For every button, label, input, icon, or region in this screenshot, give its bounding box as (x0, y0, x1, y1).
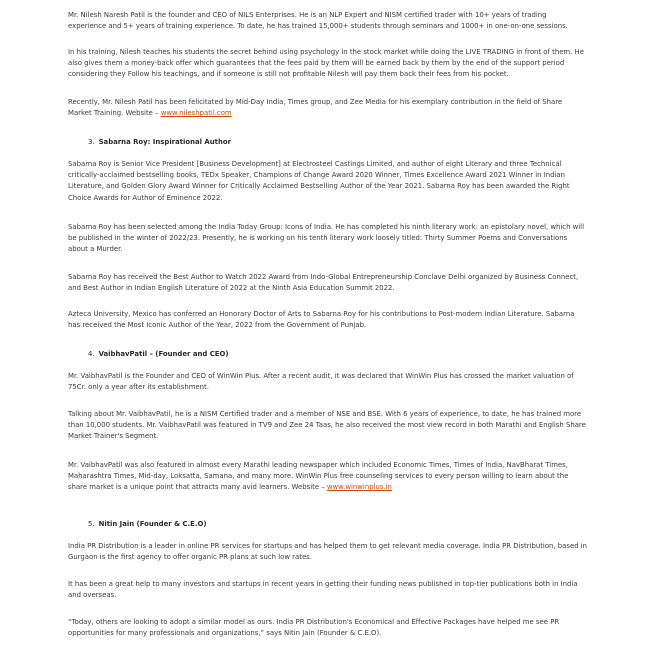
paragraph-pr-help: It has been a great help to many investors and startups in recent years in getting their funding news published in top-tier publications both in India and overseas. (68, 580, 578, 600)
section-heading-nitin-jain (88, 519, 207, 530)
section-title: VaibhavPatil – (Founder and CEO) (98, 350, 229, 358)
section-title: Nitin Jain (Founder & C.E.O) (98, 520, 207, 528)
paragraph-nilesh-intro: Mr. Nilesh Naresh Patil is the founder and CEO of NILS Enterprises. He is an NLP Expert and NISM certified trader with 10+ years of trading experience and 5+ years of training experience. To date, he has trained 15,000+ students through seminars and 1000+ in one-on-one sessions. (68, 11, 568, 31)
paragraph-vaibhav-media: Mr. VaibhavPatil was also featured in almost every Marathi leading newspaper which included Economic Times, Times of India, NavBharat Times, Maharashtra Times, Mid-day, Loksatta, Samana, and many more. WinWin Plus free counseling services to every person willing to learn about the share market is a unique point that attracts many avid learners. Website – www.winwinplus.in (68, 461, 569, 492)
paragraph-nilesh-training: In his training, Nilesh teaches his students the secret behind using psychology in the stock market while doing the LIVE TRADING in front of them. He also gives them a money-back offer which guarantees that the fees paid by them will be earned back by them by the end of the support period considering they Follow his teachings, and if someone is still not profitable Nilesh will pay them back their fees from his pocket. (68, 48, 584, 79)
section-number: 5. (88, 520, 95, 528)
section-number: 3. (88, 138, 95, 146)
section-heading-vaibhav-patil (88, 349, 228, 360)
paragraph-sabarna-doctorate: Azteca University, Mexico has conferred an Honorary Doctor of Arts to Sabarna Roy for his contributions to Post-modern Indian Literature. Sabarna has received the Most Iconic Author of the Year, 2022 from the Government of Punjab. (68, 310, 575, 330)
section-number: 4. (88, 350, 95, 358)
paragraph-vaibhav-experience: Talking about Mr. VaibhavPatil, he is a NISM Certified trader and a member of NSE and BSE. With 6 years of experience, to date, he has trained more than 10,000 students. Mr. VaibhavPatil was featured in TV9 and Zee 24 Taas, he also received the most view record in both Marathi and English Share Market Trainer's Segment. (68, 410, 586, 441)
paragraph-sabarna-icons: Sabarna Roy has been selected among the India Today Group: Icons of India. He has completed his ninth literary work: an epistolary novel, which will be published in the winter of 2022/23. Presently, he is working on his tenth literary work loosely titled: Thirty Summer Poems and Conversations about a Murder. (68, 223, 585, 254)
section-heading-sabarna-roy (88, 137, 231, 148)
paragraph-nitin-quote: “Today, others are looking to adopt a similar model as ours. India PR Distribution's Economical and Effective Packages have helped me see PR opportunities for many professionals and organizations,” says Nitin Jain (Founder & C.E.O). (68, 618, 560, 638)
paragraph-pr-distribution: India PR Distribution is a leader in online PR services for startups and has helped them to get relevant media coverage. India PR Distribution, based in Gurgaon is the first agency to offer organic PR plans at such low rates. (68, 542, 588, 562)
section-title: Sabarna Roy: Inspirational Author (98, 138, 232, 146)
nileshpatil-website-link[interactable]: www.nileshpatil.com (160, 109, 232, 118)
paragraph-nilesh-felicitation: Recently, Mr. Nilesh Patil has been felicitated by Mid-Day India, Times group, and Zee Media for his exemplary contribution in the field of Share Market Training. Website – www.nileshpatil.com (68, 98, 563, 118)
paragraph-vaibhav-intro: Mr. VaibhavPatil is the Founder and CEO of WinWin Plus. After a recent audit, it was declared that WinWin Plus has crossed the market valuation of 75Cr. only a year after its establishment. (68, 372, 574, 392)
paragraph-sabarna-intro: Sabarna Roy is Senior Vice President [Business Development] at Electrosteel Castings Limited, and author of eight Literary and three Technical critically-acclaimed bestselling books, TEDx Speaker, Champions of Change Award 2020 Winner, Times Excellence Award 2021 Winner in Indian Literature, and Golden Glory Award Winner for Critically Acclaimed Bestselling Author of the Year 2021. Sabarna Roy has been awarded the Right Choice Awards for Author of Eminence 2022. (68, 160, 570, 202)
paragraph-sabarna-awards: Sabarna Roy has received the Best Author to Watch 2022 Award from Indo-Global Entrepreneurship Conclave Delhi organized by Business Connect, and Best Author in Indian English Literature of 2022 at the Ninth Asia Education Summit 2022. (68, 273, 579, 293)
winwinplus-website-link[interactable]: www.winwinplus.in (326, 483, 392, 492)
